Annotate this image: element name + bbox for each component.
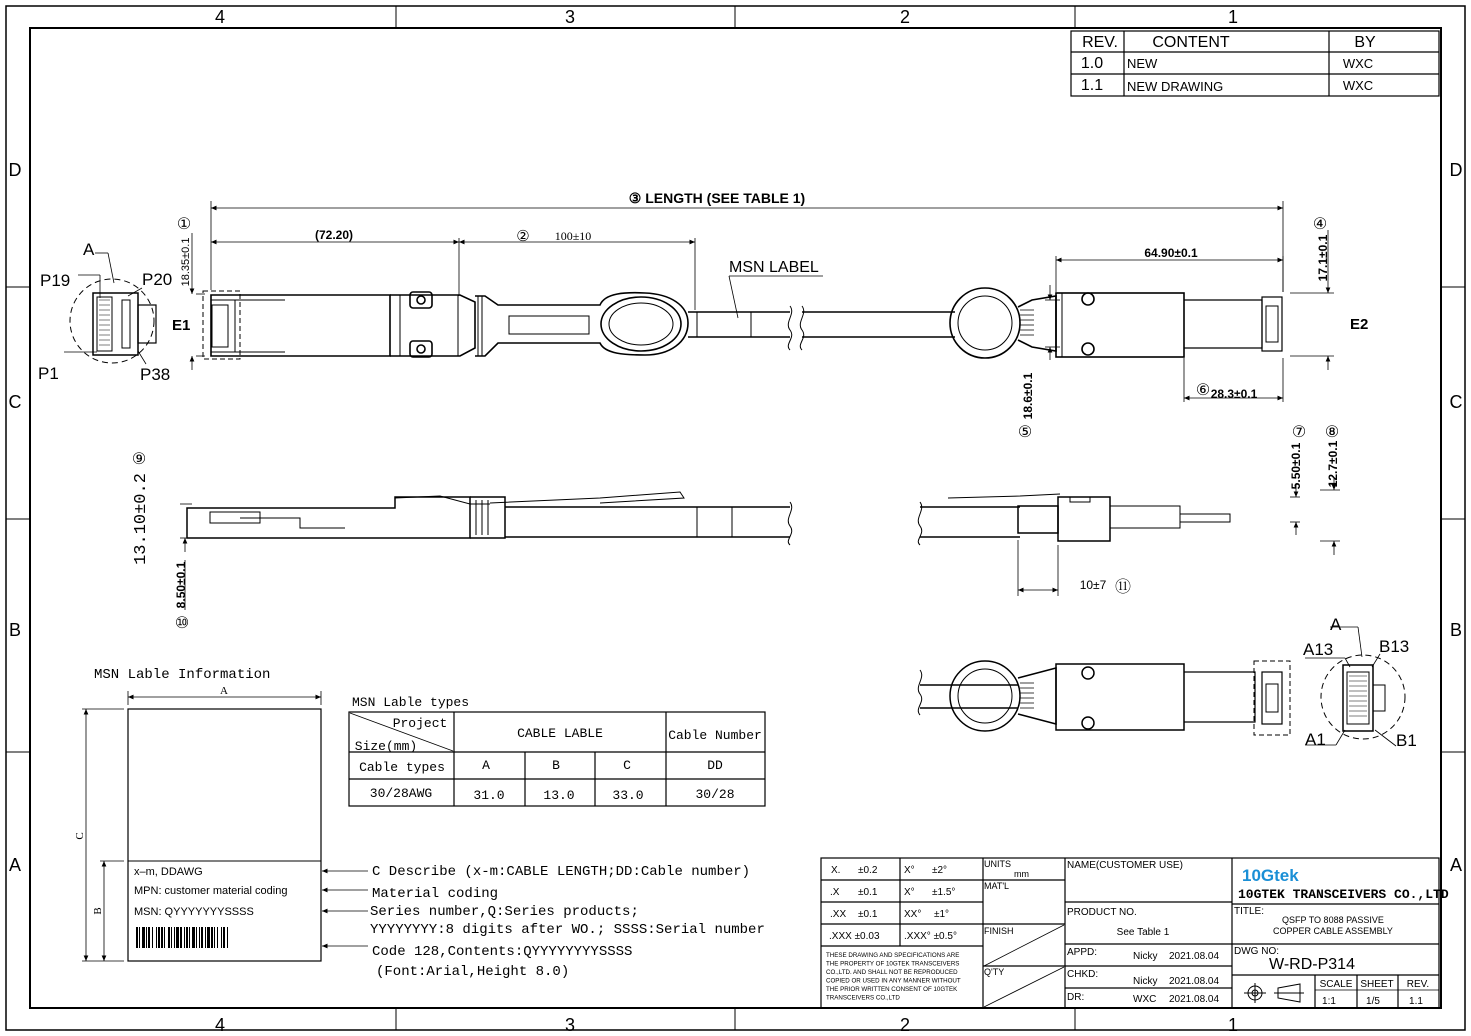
barcode-bar xyxy=(192,927,195,948)
note-3b: YYYYYYYY:8 digits after WO.; SSSS:Serial number xyxy=(370,922,765,938)
barcode-bar xyxy=(152,927,153,948)
chkd-date: 2021.08.04 xyxy=(1169,976,1220,987)
col-c-header: C xyxy=(623,758,631,773)
tol-2-a: .X xyxy=(830,887,840,898)
note-1: C Describe (x-m:CABLE LENGTH;DD:Cable number) xyxy=(372,864,751,880)
dim-18-35: 18.35±0.1 xyxy=(180,237,192,287)
zone-bottom-3: 3 xyxy=(564,1015,576,1035)
col-dd-header: DD xyxy=(707,758,723,773)
dim-c-label: C xyxy=(74,832,86,840)
units-label: UNITS xyxy=(984,859,1011,869)
rev-label: REV. xyxy=(1406,979,1430,990)
project-header: Project xyxy=(392,716,448,731)
e2-label: E2 xyxy=(1350,316,1369,333)
notice-line-3: CO.,LTD. AND SHALL NOT BE REPRODUCED xyxy=(826,969,958,976)
dim-18-6: 18.6±0.1 xyxy=(1021,372,1035,420)
cell-cable-type: 30/28AWG xyxy=(369,786,433,801)
tol-3-d: ±1° xyxy=(934,909,950,920)
dim-a-label: A xyxy=(220,685,228,697)
units-value: mm xyxy=(1014,869,1029,879)
msn-types-title: MSN Lable types xyxy=(352,695,470,710)
mark-9: ⑨ xyxy=(131,451,147,468)
note-4a: Code 128,Contents:QYYYYYYYYSSSS xyxy=(372,944,633,960)
col-a-header: A xyxy=(482,758,490,773)
dr-name: WXC xyxy=(1133,994,1157,1005)
barcode-bar xyxy=(221,927,222,948)
cell-a: 31.0 xyxy=(473,788,505,803)
qty-label: Q'TY xyxy=(984,967,1005,977)
zone-left-d: D xyxy=(8,160,22,180)
rev-row-2-by: WXC xyxy=(1342,78,1374,93)
mark-6: ⑥ xyxy=(1195,382,1211,399)
dim-8-50: 8.50±0.1 xyxy=(174,561,188,609)
dim-b-label: B xyxy=(92,907,104,915)
rev-value: 1.1 xyxy=(1409,996,1423,1007)
barcode-bar xyxy=(158,927,160,948)
zone-top-1: 1 xyxy=(1227,7,1239,27)
p1-label: P1 xyxy=(38,364,59,383)
barcode-bar xyxy=(168,927,170,948)
zone-top-4: 4 xyxy=(214,7,226,27)
e1-label: E1 xyxy=(172,317,191,334)
tol-1-c: X° xyxy=(904,865,915,876)
chkd-label: CHKD: xyxy=(1067,969,1099,980)
p20-label: P20 xyxy=(142,270,173,289)
zone-right-c: C xyxy=(1449,392,1463,412)
mark-7: ⑦ xyxy=(1291,424,1307,441)
bottom-view xyxy=(918,615,1417,750)
note-3a: Series number,Q:Series products; xyxy=(370,904,639,920)
content-header: CONTENT xyxy=(1152,34,1230,51)
barcode-bar xyxy=(223,927,225,948)
mark-11: ⑪ xyxy=(1114,579,1132,596)
tol-3-b: ±0.1 xyxy=(858,909,878,920)
barcode-bar xyxy=(214,927,215,948)
msn-info-title: MSN Lable Information xyxy=(94,667,271,683)
top-view xyxy=(38,190,1368,441)
cable-number-header: Cable Number xyxy=(668,728,762,743)
dim-5-50: 5.50±0.1 xyxy=(1289,442,1303,490)
mark-8: ⑧ xyxy=(1324,424,1340,441)
dr-date: 2021.08.04 xyxy=(1169,994,1220,1005)
finish-label: FINISH xyxy=(984,926,1014,936)
barcode-bar xyxy=(205,927,206,948)
rev-row-1-by: WXC xyxy=(1342,56,1374,71)
dim-13-10: 13.10±0.2 xyxy=(132,473,151,565)
appd-label: APPD: xyxy=(1067,947,1098,958)
length-label: ③ LENGTH (SEE TABLE 1) xyxy=(628,190,806,206)
barcode-bar xyxy=(142,927,145,948)
zone-top-3: 3 xyxy=(564,7,576,27)
tol-4-c: .XXX° ±0.5° xyxy=(904,931,957,942)
barcode-bar xyxy=(186,927,188,948)
a13-label: A13 xyxy=(1303,640,1334,659)
barcode-bar xyxy=(199,927,200,948)
barcode-bar xyxy=(156,927,157,948)
barcode-bar xyxy=(139,927,140,948)
tol-2-d: ±1.5° xyxy=(932,887,956,898)
cell-b: 13.0 xyxy=(543,788,575,803)
rev-row-1-rev: 1.0 xyxy=(1080,55,1104,72)
zone-left-a: A xyxy=(8,855,22,875)
tol-1-d: ±2° xyxy=(932,865,948,876)
mark-1: ① xyxy=(176,216,192,233)
tol-4-a: .XXX ±0.03 xyxy=(829,931,880,942)
cable-types-header: Cable types xyxy=(359,760,445,775)
zone-right-b: B xyxy=(1449,620,1463,640)
tol-1-b: ±0.2 xyxy=(858,865,878,876)
barcode-bar xyxy=(180,927,182,948)
title-block xyxy=(821,858,1449,1008)
rev-row-1-content: NEW xyxy=(1127,56,1158,71)
sheet-value: 1/5 xyxy=(1366,996,1380,1007)
dwg-no-label: DWG NO: xyxy=(1234,946,1279,957)
label-line-1: x–m, DDAWG xyxy=(134,866,203,878)
mark-5: ⑤ xyxy=(1017,424,1033,441)
tol-3-c: XX° xyxy=(904,909,922,920)
tol-2-c: X° xyxy=(904,887,915,898)
mark-10: ⑩ xyxy=(174,615,190,632)
barcode-bar xyxy=(164,927,165,948)
label-line-2: MPN: customer material coding xyxy=(134,885,288,897)
side-view xyxy=(132,424,1340,632)
matl-label: MAT'L xyxy=(984,881,1010,891)
label-line-3: MSN: QYYYYYYYSSSS xyxy=(134,906,254,918)
product-no-label: PRODUCT NO. xyxy=(1067,907,1137,918)
company-name: 10GTEK TRANSCEIVERS CO.,LTD xyxy=(1238,887,1449,902)
barcode-bar xyxy=(171,927,172,948)
dim-100-10: 100±10 xyxy=(554,229,592,243)
dim-28-3: 28.3±0.1 xyxy=(1210,387,1258,401)
barcode-bar xyxy=(201,927,203,948)
notice-line-6: TRANSCEIVERS CO.,LTD xyxy=(826,994,900,1002)
barcode-bar xyxy=(217,927,218,948)
a-right-label: A xyxy=(1330,615,1342,634)
notice-line-2: THE PROPERTY OF 10GTEK TRANSCEIVERS xyxy=(826,960,960,968)
notice-line-5: THE PRIOR WRITTEN CONSENT OF 10GTEK xyxy=(826,986,958,993)
by-header: BY xyxy=(1354,34,1376,51)
appd-date: 2021.08.04 xyxy=(1169,951,1220,962)
tol-2-b: ±0.1 xyxy=(858,887,878,898)
b1-label: B1 xyxy=(1396,731,1417,750)
projection-symbol-icon xyxy=(1244,983,1304,1003)
product-no-value: See Table 1 xyxy=(1116,927,1170,938)
barcode-bar xyxy=(148,927,150,948)
p38-label: P38 xyxy=(140,365,171,384)
tol-1-a: X. xyxy=(831,865,841,876)
zone-bottom-4: 4 xyxy=(214,1015,226,1035)
dr-label: DR: xyxy=(1067,992,1085,1003)
dim-72-20: (72.20) xyxy=(314,228,354,242)
company-logo: 10Gtek xyxy=(1242,866,1299,885)
chkd-name: Nicky xyxy=(1133,976,1158,987)
p19-label: P19 xyxy=(40,271,71,290)
zone-bottom-2: 2 xyxy=(899,1015,911,1035)
note-2: Material coding xyxy=(372,886,499,902)
a1-label: A1 xyxy=(1305,730,1326,749)
zone-right-d: D xyxy=(1449,160,1463,180)
zone-right-a: A xyxy=(1449,855,1463,875)
barcode-bar xyxy=(136,927,138,948)
rev-row-2-rev: 1.1 xyxy=(1080,77,1104,94)
col-b-header: B xyxy=(552,758,560,773)
barcode-bar xyxy=(211,927,213,948)
dwg-no-value: W-RD-P314 xyxy=(1269,956,1355,973)
mark-2: ② xyxy=(516,228,530,245)
msn-label-callout: MSN LABEL xyxy=(729,259,819,276)
cable-lable-header: CABLE LABLE xyxy=(517,726,603,741)
scale-value: 1:1 xyxy=(1322,996,1336,1007)
zone-top-2: 2 xyxy=(899,7,911,27)
barcode-bar xyxy=(161,927,163,948)
dim-12-7: 12.7±0.1 xyxy=(1326,440,1340,488)
size-header: Size(mm) xyxy=(354,739,418,754)
barcode xyxy=(136,927,228,948)
b13-label: B13 xyxy=(1379,637,1410,656)
revision-table xyxy=(1071,31,1439,96)
barcode-bar xyxy=(184,927,185,948)
scale-label: SCALE xyxy=(1319,979,1353,990)
mark-4: ④ xyxy=(1312,216,1328,233)
barcode-bar xyxy=(146,927,147,948)
title-line-2: COPPER CABLE ASSEMBLY xyxy=(1273,926,1393,936)
dim-10-7: 10±7 xyxy=(1079,578,1107,592)
barcode-bar xyxy=(196,927,197,948)
sheet-label: SHEET xyxy=(1360,979,1394,990)
zone-left-c: C xyxy=(8,392,22,412)
cell-c: 33.0 xyxy=(612,788,644,803)
barcode-bar xyxy=(189,927,190,948)
zone-left-b: B xyxy=(8,620,22,640)
name-label: NAME(CUSTOMER USE) xyxy=(1067,860,1183,871)
barcode-bar xyxy=(176,927,179,948)
dim-64-90: 64.90±0.1 xyxy=(1144,246,1198,260)
barcode-bar xyxy=(227,927,228,948)
cell-dd: 30/28 xyxy=(695,787,735,802)
zone-bottom-1: 1 xyxy=(1227,1015,1239,1035)
notice-line-1: THESE DRAWING AND SPECIFICATIONS ARE xyxy=(826,952,960,959)
barcode-bar xyxy=(207,927,210,948)
barcode-bar xyxy=(174,927,175,948)
rev-header: REV. xyxy=(1082,34,1118,51)
note-4b: (Font:Arial,Height 8.0) xyxy=(376,964,570,980)
tol-3-a: .XX xyxy=(830,909,847,920)
rev-row-2-content: NEW DRAWING xyxy=(1127,79,1224,94)
msn-label-info xyxy=(74,667,765,980)
notice-line-4: COPIED OR USED IN ANY MANNER WITHOUT xyxy=(826,977,961,985)
dim-17-1: 17.1±0.1 xyxy=(1316,234,1330,282)
title-line-1: QSFP TO 8088 PASSIVE xyxy=(1282,915,1384,925)
msn-types-table xyxy=(349,695,765,806)
title-label: TITLE: xyxy=(1234,906,1265,917)
appd-name: Nicky xyxy=(1133,951,1158,962)
a-left-label: A xyxy=(83,240,95,259)
